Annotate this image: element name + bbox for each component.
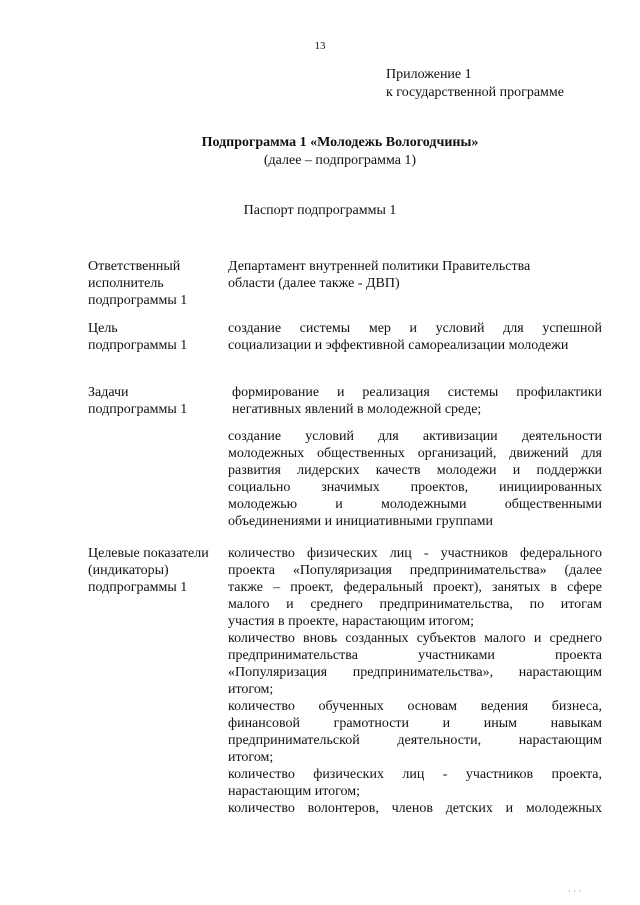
row-content-line: проекта «Популяризация предпринимательства» (далее [228,563,602,578]
appendix-line-1: Приложение 1 [386,67,472,82]
row-label [88,320,228,354]
appendix-line-2: к государственной программе [386,85,564,100]
row-content-line: также – проект, федеральный проект), занятых в сфере [228,580,602,595]
subprogram-title-line-1: Подпрограмма 1 «Молодежь Вологодчины» [201,135,479,150]
row-content [228,384,602,530]
row-content-line: количество вновь созданных субъектов малого и среднего [228,631,602,646]
row-content [228,258,602,292]
row-label-line: Цель [88,321,118,336]
row-content-line: итогом; [228,682,274,697]
row-content-line: предпринимательства участниками проекта [228,648,602,663]
row-content-line: формирование и реализация системы профилактики [232,385,602,400]
row-content-line: количество физических лиц - участников проекта, [228,767,602,782]
row-content-line: молодежных общественных организаций, движений для [228,446,602,461]
row-content-line: Департамент внутренней политики Правительства [228,259,531,274]
row-content-line: итогом; [228,750,274,765]
row-content-line: предпринимательской деятельности, нарастающим [228,733,602,748]
row-content-line: количество обученных основам ведения бизнеса, [228,699,602,714]
subprogram-title [0,134,640,170]
row-content-line: социально значимых проектов, инициированных [228,480,602,495]
row-content-line: финансовой грамотности и иным навыкам [228,716,602,731]
row-content-line: участия в проекте, нарастающим итогом; [228,614,474,629]
row-label-line: Ответственный [88,259,181,274]
row-content-line: количество волонтеров, членов детских и молодежных [228,801,602,816]
row-label-line: подпрограммы 1 [88,338,188,353]
row-content-line: малого и среднего предпринимательства, по итогам [228,597,602,612]
row-content-line: создание условий для активизации деятельности [228,429,602,444]
row-label-line: подпрограммы 1 [88,293,188,308]
row-content-line: области (далее также - ДВП) [228,276,400,291]
row-content-line: молодежью и молодежными общественными [228,497,602,512]
row-content-line: развития лидерских качеств молодежи и поддержки [228,463,602,478]
row-content-line: нарастающим итогом; [228,784,361,799]
row-content [228,320,602,354]
row-label-line: подпрограммы 1 [88,402,188,417]
row-label [88,384,228,418]
row-content-line: «Популяризация предпринимательства», нарастающим [228,665,602,680]
row-content-line: объединениями и инициативными группами [228,514,494,529]
row-label [88,545,228,596]
row-label-line: подпрограммы 1 [88,580,188,595]
row-label-line: Задачи [88,385,129,400]
row-content-line: создание системы мер и условий для успешной [228,321,602,336]
row-content-line: негативных явлений в молодежной среде; [232,402,482,417]
row-label-line: Целевые показатели [88,546,209,561]
row-content-line: социализации и эффективной самореализации молодежи [228,338,569,353]
page-number: 13 [314,40,326,52]
passport-title: Паспорт подпрограммы 1 [243,203,397,218]
row-content [228,545,602,817]
appendix-note [386,66,564,102]
row-label [88,258,228,309]
subprogram-title-line-2: (далее – подпрограмма 1) [263,153,417,168]
row-label-line: исполнитель [88,276,164,291]
scan-artifact: · · · [568,886,582,896]
row-content-line: количество физических лиц - участников федерального [228,546,602,561]
row-label-line: (индикаторы) [88,563,169,578]
